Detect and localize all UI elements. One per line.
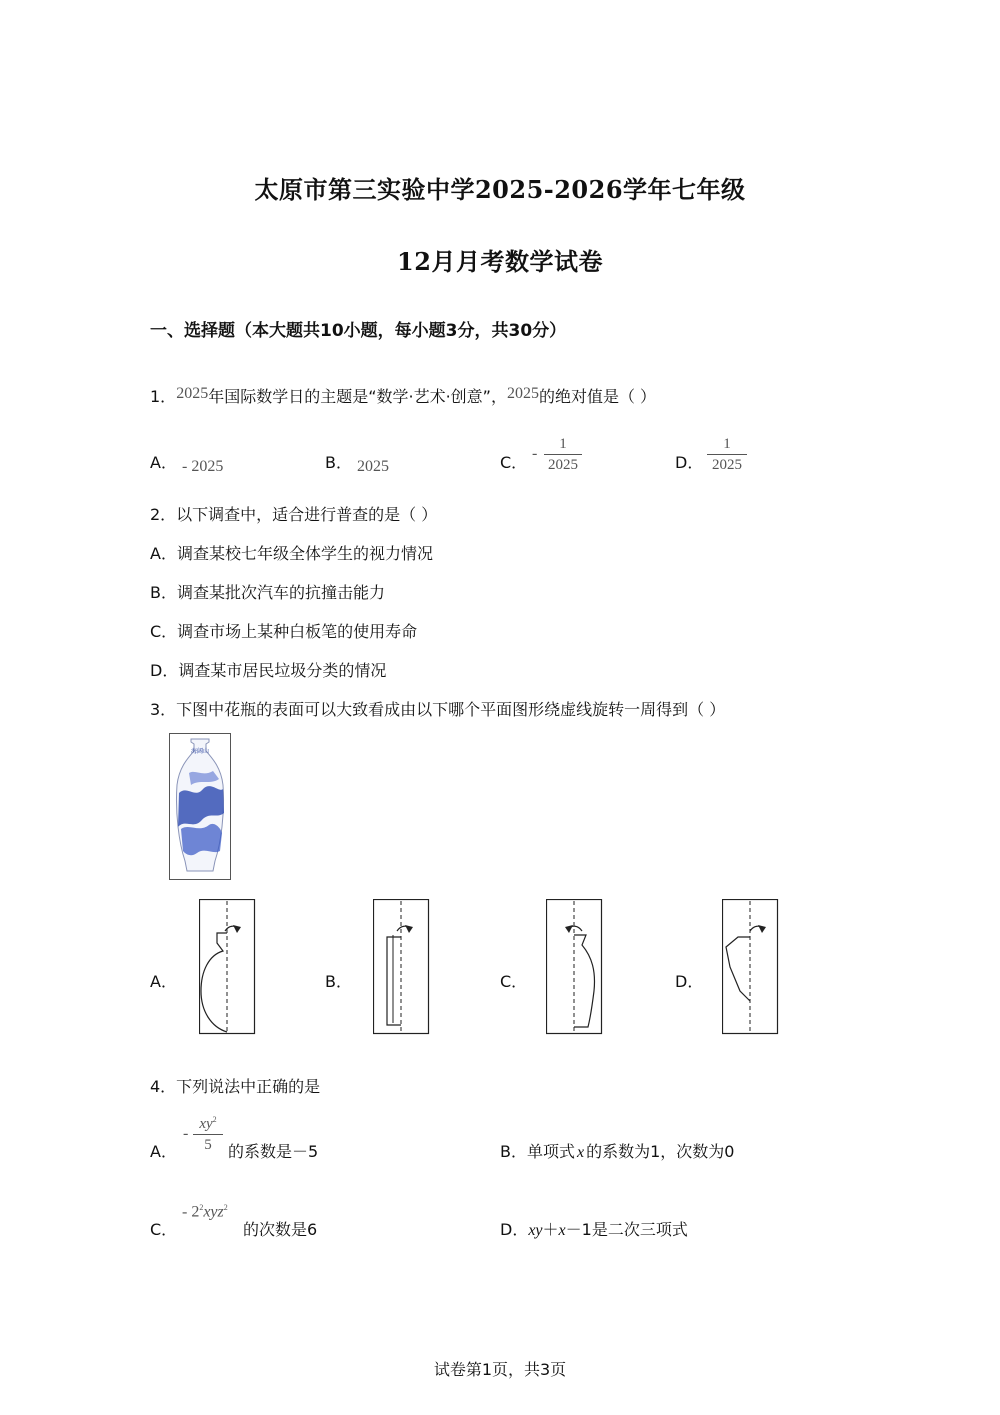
option-c-sign: - (532, 445, 538, 462)
option-a-fraction (193, 1111, 223, 1154)
math-year: 2025 (506, 385, 539, 402)
option-b: B．单项式 x 的系数为1，次数为0 (500, 1142, 735, 1161)
option-c-label: C． (500, 453, 528, 472)
question-2-stem: 2．以下调查中，适合进行普查的是（ ） (150, 505, 438, 524)
option-c: C．调查市场上某种白板笔的使用寿命 (150, 622, 418, 641)
option-a: A．调查某校七年级全体学生的视力情况 (150, 544, 433, 563)
option-c-label: C． (500, 972, 528, 991)
fraction-bar (707, 454, 747, 455)
option-b-value: 2025 (357, 458, 389, 475)
question-number: 1． (150, 387, 177, 406)
option-b: B．调查某批次汽车的抗撞击能力 (150, 583, 385, 602)
fraction-numerator: 1 (723, 436, 731, 452)
page-footer: 试卷第1页，共3页 (433, 1360, 567, 1379)
option-c-expression: - $2^2xyz^2$ (182, 1203, 228, 1221)
option-a-figure (199, 899, 256, 1039)
fraction-numerator: $xy^2$ (199, 1115, 217, 1132)
fraction-denominator: 2025 (712, 457, 742, 473)
fraction-denominator: 2025 (548, 457, 578, 473)
option-c-fraction (544, 435, 582, 474)
option-a-label: A． (150, 972, 177, 991)
option-a-sign: - (183, 1125, 189, 1142)
option-b-figure (373, 899, 430, 1039)
option-b-label: B． (325, 453, 352, 472)
vase-image (169, 733, 231, 880)
fraction-numerator: 1 (559, 436, 567, 452)
option-d-figure (722, 899, 779, 1039)
math-year: 2025 (176, 385, 209, 402)
option-c-figure (546, 899, 603, 1039)
option-c-text: 的次数是6 (243, 1220, 318, 1239)
option-d-label: D． (675, 453, 704, 472)
fraction-denominator: 5 (204, 1137, 212, 1153)
question-4-stem: 4．下列说法中正确的是 (150, 1077, 321, 1096)
option-d: D．xy＋x－1是二次三项式 (500, 1220, 688, 1239)
option-a-label: A． (150, 1142, 177, 1161)
section-heading: 一、选择题（本大题共10小题，每小题3分，共30分） (150, 321, 567, 341)
option-c-label: C． (150, 1220, 178, 1239)
option-d-fraction (707, 435, 747, 474)
option-d: D．调查某市居民垃圾分类的情况 (150, 661, 387, 680)
question-text: 的绝对值是（ ） (538, 387, 657, 406)
option-b-label: B． (325, 972, 352, 991)
fraction-bar (544, 454, 582, 455)
option-a-label: A． (150, 453, 177, 472)
question-3-stem: 3．下图中花瓶的表面可以大致看成由以下哪个平面图形绕虚线旋转一周得到（ ） (150, 700, 726, 719)
option-a-value: - 2025 (182, 458, 224, 475)
option-a-text: 的系数是－5 (228, 1142, 319, 1161)
question-text: 年国际数学日的主题是“数学·艺术·创意”， (208, 387, 507, 406)
exam-title-line1: 太原市第三实验中学2025-2026学年七年级 (254, 175, 746, 204)
fraction-bar (193, 1134, 223, 1135)
option-d-label: D． (675, 972, 704, 991)
question-1-stem (150, 384, 656, 407)
vase-label: 海阔山 (190, 749, 210, 755)
exam-title-line2: 12月月考数学试卷 (397, 247, 603, 276)
